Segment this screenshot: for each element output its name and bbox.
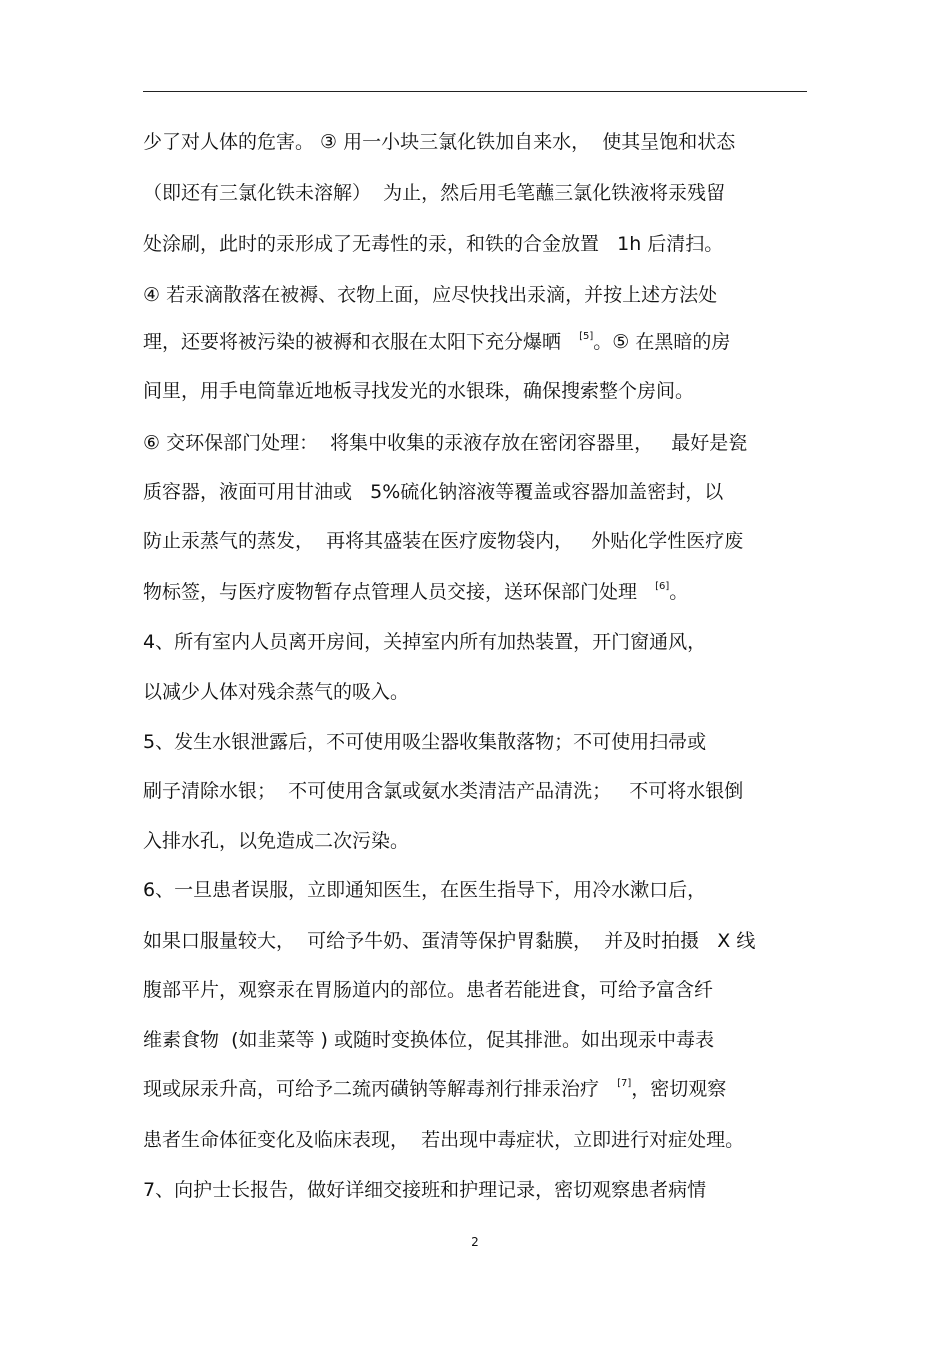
text-line: 如果口服量较大， 可给予牛奶、蛋清等保护胃黏膜， 并及时拍摄 X 线 — [143, 930, 756, 952]
text-line: 间里，用手电筒靠近地板寻找发光的水银珠，确保搜索整个房间。 — [143, 380, 695, 402]
text-line: 维素食物 (如韭菜等 ) 或随时变换体位，促其排泄。如出现汞中毒表 — [143, 1029, 714, 1051]
citation-ref: [5] — [579, 331, 594, 342]
citation-ref: [6] — [655, 581, 670, 592]
text-line: 以减少人体对残余蒸气的吸入。 — [143, 681, 410, 703]
text-line: 处涂刷，此时的汞形成了无毒性的汞，和铁的合金放置 1h 后清扫。 — [143, 233, 724, 255]
text-line: ⑥ 交环保部门处理： 将集中收集的汞液存放在密闭容器里， 最好是瓷 — [143, 432, 748, 454]
text-line: 4、所有室内人员离开房间，关掉室内所有加热装置，开门窗通风， — [143, 631, 707, 653]
citation-ref: [7] — [617, 1078, 632, 1089]
text-line: （即还有三氯化铁未溶解） 为止，然后用毛笔蘸三氯化铁液将汞残留 — [143, 182, 726, 204]
header-rule — [143, 91, 807, 92]
text-line: 质容器，液面可用甘油或 5%硫化钠溶液等覆盖或容器加盖密封，以 — [143, 481, 724, 503]
text-line: 患者生命体征变化及临床表现， 若出现中毒症状，立即进行对症处理。 — [143, 1129, 745, 1151]
text-line: 少了对人体的危害。 ③ 用一小块三氯化铁加自来水， 使其呈饱和状态 — [143, 131, 736, 153]
text-line: 物标签，与医疗废物暂存点管理人员交接，送环保部门处理 [6]。 — [143, 581, 689, 603]
text-line: 入排水孔，以免造成二次污染。 — [143, 830, 410, 852]
text-line: 理，还要将被污染的被褥和衣服在太阳下充分爆晒 [5]。⑤ 在黑暗的房 — [143, 331, 731, 353]
text-line: 7、向护士长报告，做好详细交接班和护理记录，密切观察患者病情 — [143, 1179, 707, 1201]
text-line: 刷子清除水银； 不可使用含氯或氨水类清洁产品清洗； 不可将水银倒 — [143, 780, 744, 802]
text-line: 现或尿汞升高，可给予二巯丙磺钠等解毒剂行排汞治疗 [7]，密切观察 — [143, 1078, 727, 1100]
page-number: 2 — [471, 1235, 479, 1249]
text-line: 5、发生水银泄露后，不可使用吸尘器收集散落物；不可使用扫帚或 — [143, 731, 707, 753]
text-line: 防止汞蒸气的蒸发， 再将其盛装在医疗废物袋内， 外贴化学性医疗废 — [143, 530, 744, 552]
text-line: ④ 若汞滴散落在被褥、衣物上面，应尽快找出汞滴，并按上述方法处 — [143, 284, 718, 306]
text-line: 6、一旦患者误服，立即通知医生，在医生指导下，用冷水漱口后， — [143, 879, 707, 901]
text-line: 腹部平片，观察汞在胃肠道内的部位。患者若能进食，可给予富含纤 — [143, 979, 714, 1001]
